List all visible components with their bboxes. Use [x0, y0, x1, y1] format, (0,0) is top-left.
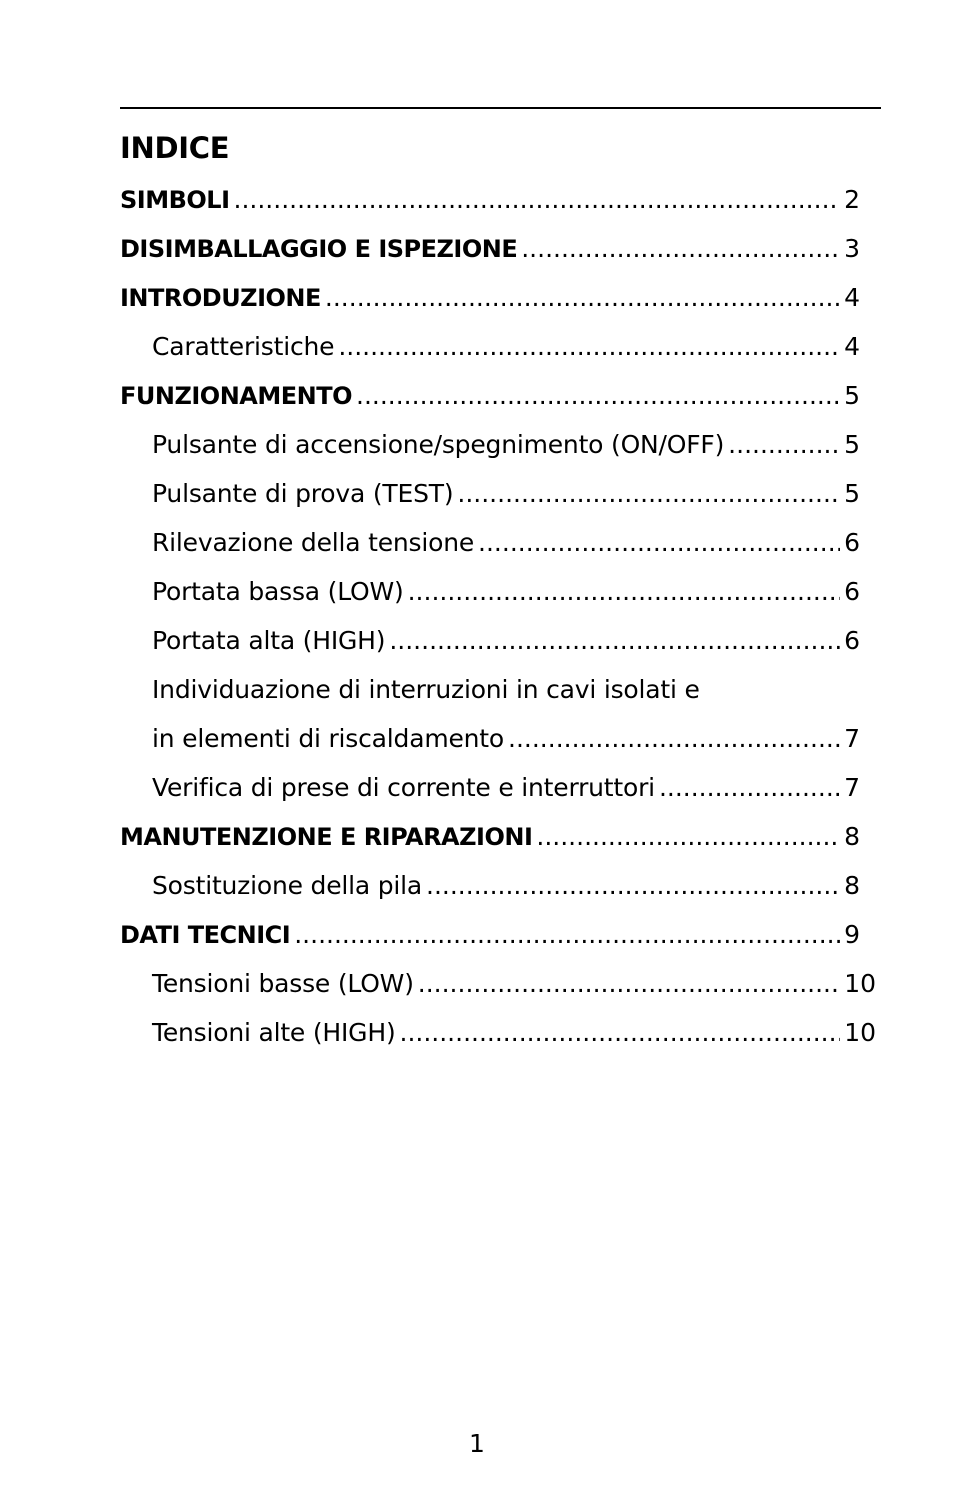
toc-entry-label: FUNZIONAMENTO	[120, 382, 352, 410]
dot-leader	[294, 910, 840, 960]
dot-leader	[728, 420, 840, 469]
dot-leader	[325, 273, 840, 323]
toc-entry-page: 4	[844, 283, 860, 312]
toc-entry-label: Tensioni basse (LOW)	[152, 969, 414, 998]
toc-entry-page: 7	[844, 773, 860, 802]
dot-leader	[508, 714, 840, 763]
dot-leader	[457, 469, 840, 518]
toc-entry-label: Caratteristiche	[152, 332, 335, 361]
page-title: INDICE	[120, 131, 230, 165]
toc-entry-disimballaggio[interactable]	[120, 224, 860, 273]
top-rule	[120, 107, 881, 109]
toc-entry-page: 7	[844, 724, 860, 753]
toc-entry-label: DATI TECNICI	[120, 921, 291, 949]
toc-entry-label: Portata alta (HIGH)	[152, 626, 386, 655]
toc-entry-pulsante-test[interactable]	[120, 469, 860, 518]
dot-leader	[338, 322, 840, 371]
toc-entry-caratteristiche[interactable]	[120, 322, 860, 371]
toc-entry-page: 6	[844, 528, 860, 557]
toc-entry-page: 8	[844, 871, 860, 900]
dot-leader	[659, 763, 840, 812]
toc-entry-page: 5	[844, 430, 860, 459]
toc-entry-tensioni-alte[interactable]	[120, 1008, 876, 1057]
toc-entry-label: Portata bassa (LOW)	[152, 577, 404, 606]
toc-entry-page: 2	[844, 185, 860, 214]
dot-leader	[418, 959, 840, 1008]
toc-entry-introduzione[interactable]	[120, 273, 860, 322]
toc-entry-page: 6	[844, 626, 860, 655]
toc-entry-page: 9	[844, 920, 860, 949]
toc-entry-page: 3	[844, 234, 860, 263]
toc-entry-page: 8	[844, 822, 860, 851]
toc-entry-simboli[interactable]	[120, 175, 860, 224]
toc-entry-sostituzione-pila[interactable]	[120, 861, 860, 910]
dot-leader	[536, 812, 840, 862]
toc-entry-label: Sostituzione della pila	[152, 871, 423, 900]
toc-entry-label: in elementi di riscaldamento	[152, 724, 505, 753]
table-of-contents	[120, 175, 876, 1057]
toc-entry-label: Pulsante di accensione/spegnimento (ON/OFF)	[152, 430, 725, 459]
toc-entry-label: Rilevazione della tensione	[152, 528, 475, 557]
toc-entry-label: Pulsante di prova (TEST)	[152, 479, 454, 508]
dot-leader	[389, 616, 840, 665]
toc-entry-individuazione-line2[interactable]	[120, 714, 860, 763]
toc-entry-page: 5	[844, 381, 860, 410]
toc-entry-tensioni-basse[interactable]	[120, 959, 876, 1008]
toc-entry-page: 6	[844, 577, 860, 606]
toc-entry-label: INTRODUZIONE	[120, 284, 321, 312]
toc-entry-label: Verifica di prese di corrente e interruttori	[152, 773, 655, 802]
toc-entry-page: 10	[844, 969, 876, 998]
toc-entry-label: Individuazione di interruzioni in cavi isolati e	[152, 675, 700, 704]
toc-entry-label: SIMBOLI	[120, 186, 230, 214]
toc-entry-manutenzione[interactable]	[120, 812, 860, 861]
toc-entry-portata-alta[interactable]	[120, 616, 860, 665]
toc-entry-dati-tecnici[interactable]	[120, 910, 860, 959]
toc-entry-label: DISIMBALLAGGIO E ISPEZIONE	[120, 235, 518, 263]
dot-leader	[234, 175, 841, 225]
dot-leader	[426, 861, 840, 910]
toc-entry-label: MANUTENZIONE E RIPARAZIONI	[120, 823, 533, 851]
dot-leader	[356, 371, 840, 421]
toc-entry-funzionamento[interactable]	[120, 371, 860, 420]
dot-leader	[521, 224, 840, 274]
toc-entry-page: 5	[844, 479, 860, 508]
toc-entry-portata-bassa[interactable]	[120, 567, 860, 616]
dot-leader	[408, 567, 840, 616]
toc-entry-verifica-prese[interactable]	[120, 763, 860, 812]
page-number: 1	[469, 1429, 485, 1458]
toc-entry-page: 4	[844, 332, 860, 361]
dot-leader	[400, 1008, 841, 1057]
toc-entry-page: 10	[844, 1018, 876, 1047]
dot-leader	[478, 518, 840, 567]
toc-entry-individuazione-line1[interactable]	[120, 665, 860, 714]
toc-entry-pulsante-onoff[interactable]	[120, 420, 860, 469]
toc-entry-rilevazione[interactable]	[120, 518, 860, 567]
toc-entry-label: Tensioni alte (HIGH)	[152, 1018, 396, 1047]
